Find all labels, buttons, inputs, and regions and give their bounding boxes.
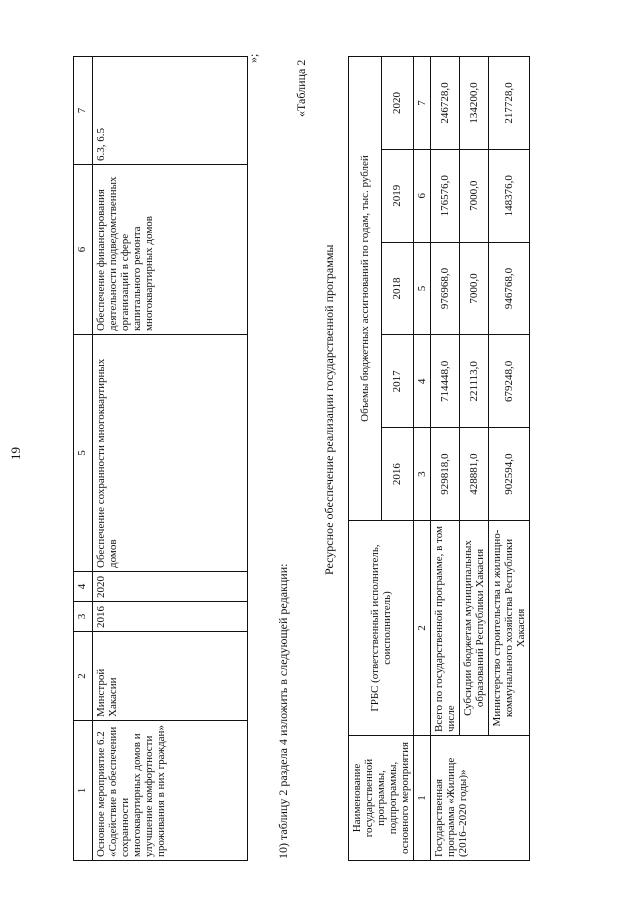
closing-quote: »; [246,53,260,63]
table-header-cell: 5 [74,335,93,572]
table-cell: Обеспечение финансирования деятельности подведомственных организаций в сфере капитального ремонта многоквартирных домов [93,165,248,335]
column-number: 6 [414,149,431,242]
value-cell: 176576,0 [431,149,460,242]
year-cell: 2019 [381,149,414,242]
value-cell: 902594,0 [489,428,530,521]
column-number: 1 [414,736,431,861]
table-row [431,57,460,861]
table-cell: 2020 [93,572,248,602]
header-program-name: Наименование государственной программы, подпрограммы, основного мероприятия [349,736,414,861]
year-cell: 2016 [381,428,414,521]
column-number: 4 [414,335,431,428]
column-number: 2 [414,521,431,736]
table-cell: Основное мероприятие 6.2 «Содействие в обеспечении сохранности многоквартирных домов и улучшение комфортности проживания в них граждан» [93,721,248,861]
value-cell: 976968,0 [431,242,460,335]
table-cell: Минстрой Хакасии [93,632,248,721]
table-header-cell: 6 [74,165,93,335]
table-row [93,57,248,861]
year-cell: 2020 [381,57,414,150]
value-cell: 221113,0 [460,335,489,428]
value-cell: 679248,0 [489,335,530,428]
table-header-cell: 2 [74,632,93,721]
column-number: 3 [414,428,431,521]
instruction-text: 10) таблицу 2 раздела 4 изложить в следующей редакции: [276,563,290,859]
table-header-cell: 4 [74,572,93,602]
table-label: «Таблица 2 [294,59,308,117]
year-cell: 2018 [381,242,414,335]
table-header-cell: 7 [74,57,93,165]
value-cell: 428881,0 [460,428,489,521]
table-header-cell: 3 [74,602,93,632]
table-row [414,57,431,861]
value-cell: 148376,0 [489,149,530,242]
year-cell: 2017 [381,335,414,428]
activity-table [73,56,248,861]
table-cell: 6.3, 6.5 [93,57,248,165]
resource-table [348,56,530,861]
column-number: 7 [414,57,431,150]
column-number: 5 [414,242,431,335]
table-cell: 2016 [93,602,248,632]
value-cell: 929818,0 [431,428,460,521]
value-cell: 134200,0 [460,57,489,150]
table-row [349,57,382,861]
table-title: Ресурсное обеспечение реализации государственной программы [322,244,336,575]
table-header-cell: 1 [74,721,93,861]
value-cell: 7000,0 [460,242,489,335]
grbs-cell: Всего по государственной программе, в том числе [431,521,460,736]
value-cell: 217728,0 [489,57,530,150]
grbs-cell: Субсидии бюджетам муниципальных образований Республики Хакасия [460,521,489,736]
value-cell: 246728,0 [431,57,460,150]
table-row [74,57,93,861]
page-number: 19 [8,447,23,460]
header-grbs: ГРБС (ответственный исполнитель, соисполнитель) [349,521,414,736]
value-cell: 7000,0 [460,149,489,242]
table-cell: Обеспечение сохранности многоквартирных домов [93,335,248,572]
value-cell: 714448,0 [431,335,460,428]
grbs-cell: Министерство строительства и жилищно-коммунального хозяйства Республики Хакасия [489,521,530,736]
value-cell: 946768,0 [489,242,530,335]
header-volumes: Объемы бюджетных ассигнований по годам, тыс. рублей [349,57,382,521]
program-name-cell: Государственная программа «Жилище (2016–2020 годы)» [431,736,530,861]
